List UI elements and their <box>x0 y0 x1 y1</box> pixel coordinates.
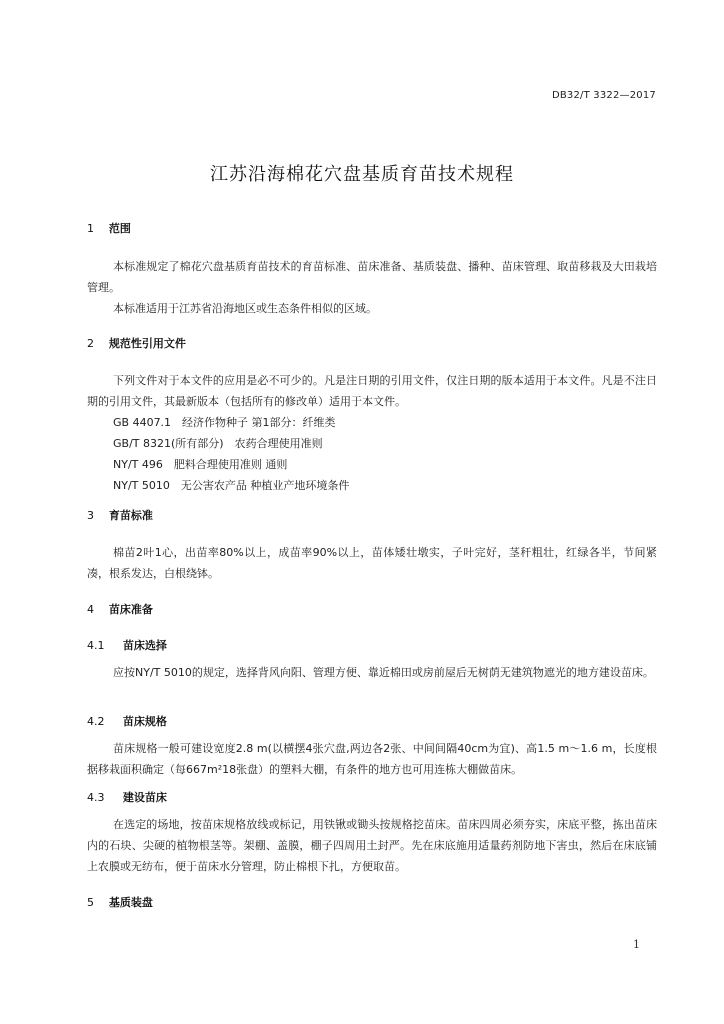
section-number: 4.2 <box>87 715 105 728</box>
section-4-3-heading <box>87 789 167 805</box>
section-number: 4.1 <box>87 639 105 652</box>
section-number: 4.3 <box>87 791 105 804</box>
section-title: 基质装盘 <box>108 896 153 909</box>
section-title: 苗床规格 <box>122 715 167 728</box>
section-2-paragraph-1: 下列文件对于本文件的应用是必不可少的。凡是注日期的引用文件，仅注日期的版本适用于本文件。凡是不注日期的引用文件，其最新版本（包括所有的修改单）适用于本文件。 <box>87 374 657 408</box>
standard-code: DB32/T 3322—2017 <box>551 90 656 101</box>
reference-item: GB 4407.1 经济作物种子 第1部分：纤维类 <box>113 416 336 429</box>
section-4-2-heading <box>87 713 167 729</box>
section-4-2-paragraph-1: 苗床规格一般可建设宽度2.8 m(以横摆4张穴盘,两边各2张、中间间隔40cm为宜)、高1.5 m～1.6 m，长度根据移栽面积确定（每667m²18张盘）的塑料大棚，有条件的地方也可用连栋大棚做苗床。 <box>87 742 657 776</box>
section-title: 育苗标准 <box>108 509 153 522</box>
document-title: 江苏沿海棉花穴盘基质育苗技术规程 <box>210 164 514 185</box>
reference-item: NY/T 5010 无公害农产品 种植业产地环境条件 <box>113 479 350 492</box>
section-4-1-paragraph-1: 应按NY/T 5010的规定，选择背风向阳、管理方便、靠近棉田或房前屋后无树荫无建筑物遮光的地方建设苗床。 <box>113 666 654 679</box>
section-title: 建设苗床 <box>122 791 167 804</box>
section-1-heading <box>87 220 131 236</box>
section-5-heading <box>87 894 153 910</box>
section-title: 规范性引用文件 <box>108 337 186 350</box>
section-3-heading <box>87 507 153 523</box>
section-number: 3 <box>87 509 94 522</box>
section-3-paragraph-1: 棉苗2叶1心，出苗率80%以上，成苗率90%以上，苗体矮壮墩实，子叶完好，茎秆粗壮，红绿各半，节间紧凑，根系发达，白根绕钵。 <box>87 546 657 580</box>
reference-item: NY/T 496 肥料合理使用准则 通则 <box>113 458 288 471</box>
section-number: 2 <box>87 337 94 350</box>
section-title: 苗床选择 <box>122 639 167 652</box>
section-1-paragraph-2: 本标准适用于江苏省沿海地区或生态条件相似的区域。 <box>113 302 377 315</box>
section-4-1-heading <box>87 637 167 653</box>
section-title: 范围 <box>108 222 131 235</box>
section-title: 苗床准备 <box>108 603 153 616</box>
section-1-paragraph-1: 本标准规定了棉花穴盘基质育苗技术的育苗标准、苗床准备、基质装盘、播种、苗床管理、取苗移栽及大田栽培管理。 <box>87 260 657 294</box>
page-number: 1 <box>633 938 640 951</box>
section-4-heading <box>87 601 153 617</box>
section-4-3-paragraph-1: 在选定的场地，按苗床规格放线或标记，用铁锹或锄头按规格挖苗床。苗床四周必须夯实，床底平整，拣出苗床内的石块、尖硬的植物根茎等。架棚、盖膜，棚子四周用土封严。先在床底施用适量药剂防地下害虫，然后在床底铺上农膜或无纺布，便于苗床水分管理，防止棉根下扎，方便取苗。 <box>87 818 657 873</box>
section-number: 4 <box>87 603 94 616</box>
section-number: 1 <box>87 222 94 235</box>
reference-item: GB/T 8321(所有部分) 农药合理使用准则 <box>113 437 323 450</box>
section-number: 5 <box>87 896 94 909</box>
section-2-heading <box>87 335 186 351</box>
